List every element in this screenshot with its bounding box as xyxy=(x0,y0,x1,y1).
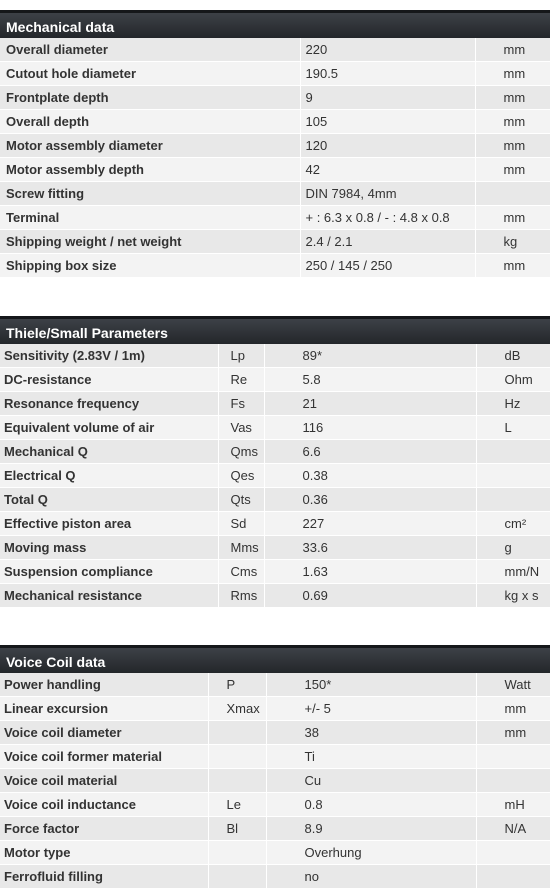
parameter-label: Voice coil former material xyxy=(0,745,208,769)
parameter-value: 116 xyxy=(264,416,476,440)
thiele-small-section xyxy=(0,316,550,608)
table-row xyxy=(0,584,550,608)
parameter-value: 150* xyxy=(266,673,476,697)
voice-coil-title: Voice Coil data xyxy=(0,645,550,673)
parameter-label: Effective piston area xyxy=(0,512,218,536)
parameter-symbol: Qes xyxy=(218,464,264,488)
parameter-symbol: Lp xyxy=(218,344,264,368)
table-row xyxy=(0,344,550,368)
parameter-label: Voice coil diameter xyxy=(0,721,208,745)
table-row xyxy=(0,560,550,584)
parameter-symbol xyxy=(208,745,266,769)
parameter-unit xyxy=(476,841,550,865)
parameter-symbol: P xyxy=(208,673,266,697)
table-row xyxy=(0,697,550,721)
parameter-label: Voice coil inductance xyxy=(0,793,208,817)
parameter-unit: mH xyxy=(476,793,550,817)
table-row xyxy=(0,721,550,745)
table-row xyxy=(0,416,550,440)
parameter-value: 120 xyxy=(300,134,475,158)
parameter-label: Moving mass xyxy=(0,536,218,560)
parameter-value: 0.38 xyxy=(264,464,476,488)
parameter-label: Suspension compliance xyxy=(0,560,218,584)
parameter-value: 227 xyxy=(264,512,476,536)
parameter-value: Ti xyxy=(266,745,476,769)
parameter-value: 220 xyxy=(300,38,475,62)
parameter-value: 33.6 xyxy=(264,536,476,560)
parameter-value: +/- 5 xyxy=(266,697,476,721)
table-row xyxy=(0,38,550,62)
table-row xyxy=(0,488,550,512)
parameter-symbol xyxy=(208,721,266,745)
table-row xyxy=(0,769,550,793)
parameter-label: Shipping box size xyxy=(0,254,300,278)
parameter-symbol: Xmax xyxy=(208,697,266,721)
parameter-unit xyxy=(475,182,550,206)
parameter-label: Mechanical resistance xyxy=(0,584,218,608)
table-row xyxy=(0,110,550,134)
table-row xyxy=(0,134,550,158)
parameter-unit: mm/N xyxy=(476,560,550,584)
table-row xyxy=(0,230,550,254)
parameter-symbol: Qms xyxy=(218,440,264,464)
parameter-unit xyxy=(476,488,550,512)
parameter-symbol: Le xyxy=(208,793,266,817)
parameter-value: no xyxy=(266,865,476,889)
table-row xyxy=(0,368,550,392)
parameter-value: 250 / 145 / 250 xyxy=(300,254,475,278)
parameter-label: Frontplate depth xyxy=(0,86,300,110)
parameter-unit: Ohm xyxy=(476,368,550,392)
parameter-label: Voice coil material xyxy=(0,769,208,793)
table-row xyxy=(0,673,550,697)
parameter-value: 0.8 xyxy=(266,793,476,817)
table-row xyxy=(0,793,550,817)
parameter-symbol: Qts xyxy=(218,488,264,512)
parameter-unit: mm xyxy=(475,86,550,110)
parameter-symbol: Fs xyxy=(218,392,264,416)
table-row xyxy=(0,865,550,889)
parameter-value: 190.5 xyxy=(300,62,475,86)
parameter-value: Overhung xyxy=(266,841,476,865)
table-row xyxy=(0,62,550,86)
parameter-label: Motor assembly depth xyxy=(0,158,300,182)
mechanical-data-section xyxy=(0,10,550,278)
parameter-label: Equivalent volume of air xyxy=(0,416,218,440)
parameter-unit: g xyxy=(476,536,550,560)
table-row xyxy=(0,206,550,230)
parameter-value: 21 xyxy=(264,392,476,416)
parameter-unit: mm xyxy=(475,254,550,278)
parameter-label: Total Q xyxy=(0,488,218,512)
parameter-value: DIN 7984, 4mm xyxy=(300,182,475,206)
parameter-label: Mechanical Q xyxy=(0,440,218,464)
parameter-value: 2.4 / 2.1 xyxy=(300,230,475,254)
parameter-unit: mm xyxy=(475,158,550,182)
parameter-value: 0.36 xyxy=(264,488,476,512)
parameter-label: Cutout hole diameter xyxy=(0,62,300,86)
table-row xyxy=(0,392,550,416)
parameter-unit xyxy=(476,865,550,889)
parameter-unit xyxy=(476,769,550,793)
parameter-unit: mm xyxy=(475,62,550,86)
parameter-symbol: Cms xyxy=(218,560,264,584)
parameter-value: 105 xyxy=(300,110,475,134)
parameter-label: Power handling xyxy=(0,673,208,697)
parameter-unit xyxy=(476,464,550,488)
parameter-unit xyxy=(476,745,550,769)
parameter-label: Resonance frequency xyxy=(0,392,218,416)
parameter-value: 1.63 xyxy=(264,560,476,584)
parameter-symbol xyxy=(208,769,266,793)
table-row xyxy=(0,464,550,488)
parameter-unit: mm xyxy=(475,38,550,62)
mechanical-data-title: Mechanical data xyxy=(0,10,550,38)
parameter-unit: Watt xyxy=(476,673,550,697)
table-row xyxy=(0,745,550,769)
parameter-symbol xyxy=(208,865,266,889)
table-row xyxy=(0,536,550,560)
parameter-value: 0.69 xyxy=(264,584,476,608)
parameter-label: Ferrofluid filling xyxy=(0,865,208,889)
parameter-unit: mm xyxy=(476,721,550,745)
parameter-label: DC-resistance xyxy=(0,368,218,392)
parameter-unit: dB xyxy=(476,344,550,368)
parameter-symbol: Rms xyxy=(218,584,264,608)
table-row xyxy=(0,512,550,536)
parameter-unit: kg x s xyxy=(476,584,550,608)
parameter-label: Screw fitting xyxy=(0,182,300,206)
parameter-label: Motor type xyxy=(0,841,208,865)
parameter-value: 6.6 xyxy=(264,440,476,464)
parameter-unit xyxy=(476,440,550,464)
table-row xyxy=(0,86,550,110)
table-row xyxy=(0,440,550,464)
thiele-small-table xyxy=(0,344,550,608)
parameter-label: Motor assembly diameter xyxy=(0,134,300,158)
parameter-unit: mm xyxy=(476,697,550,721)
parameter-label: Force factor xyxy=(0,817,208,841)
parameter-symbol: Re xyxy=(218,368,264,392)
parameter-unit: mm xyxy=(475,110,550,134)
parameter-value: 38 xyxy=(266,721,476,745)
parameter-value: Cu xyxy=(266,769,476,793)
parameter-symbol: Bl xyxy=(208,817,266,841)
parameter-unit: mm xyxy=(475,206,550,230)
parameter-label: Terminal xyxy=(0,206,300,230)
parameter-label: Linear excursion xyxy=(0,697,208,721)
parameter-value: + : 6.3 x 0.8 / - : 4.8 x 0.8 xyxy=(300,206,475,230)
parameter-value: 89* xyxy=(264,344,476,368)
parameter-unit: kg xyxy=(475,230,550,254)
voice-coil-section xyxy=(0,645,550,889)
table-row xyxy=(0,817,550,841)
parameter-symbol: Vas xyxy=(218,416,264,440)
parameter-value: 8.9 xyxy=(266,817,476,841)
parameter-label: Electrical Q xyxy=(0,464,218,488)
table-row xyxy=(0,841,550,865)
parameter-label: Overall diameter xyxy=(0,38,300,62)
parameter-symbol: Sd xyxy=(218,512,264,536)
voice-coil-table xyxy=(0,673,550,889)
table-row xyxy=(0,182,550,206)
table-row xyxy=(0,158,550,182)
parameter-unit: N/A xyxy=(476,817,550,841)
parameter-label: Overall depth xyxy=(0,110,300,134)
parameter-value: 9 xyxy=(300,86,475,110)
parameter-unit: cm² xyxy=(476,512,550,536)
parameter-unit: mm xyxy=(475,134,550,158)
parameter-unit: L xyxy=(476,416,550,440)
parameter-symbol: Mms xyxy=(218,536,264,560)
table-row xyxy=(0,254,550,278)
parameter-unit: Hz xyxy=(476,392,550,416)
parameter-symbol xyxy=(208,841,266,865)
thiele-small-title: Thiele/Small Parameters xyxy=(0,316,550,344)
parameter-label: Sensitivity (2.83V / 1m) xyxy=(0,344,218,368)
parameter-value: 5.8 xyxy=(264,368,476,392)
mechanical-data-table xyxy=(0,38,550,278)
parameter-value: 42 xyxy=(300,158,475,182)
parameter-label: Shipping weight / net weight xyxy=(0,230,300,254)
